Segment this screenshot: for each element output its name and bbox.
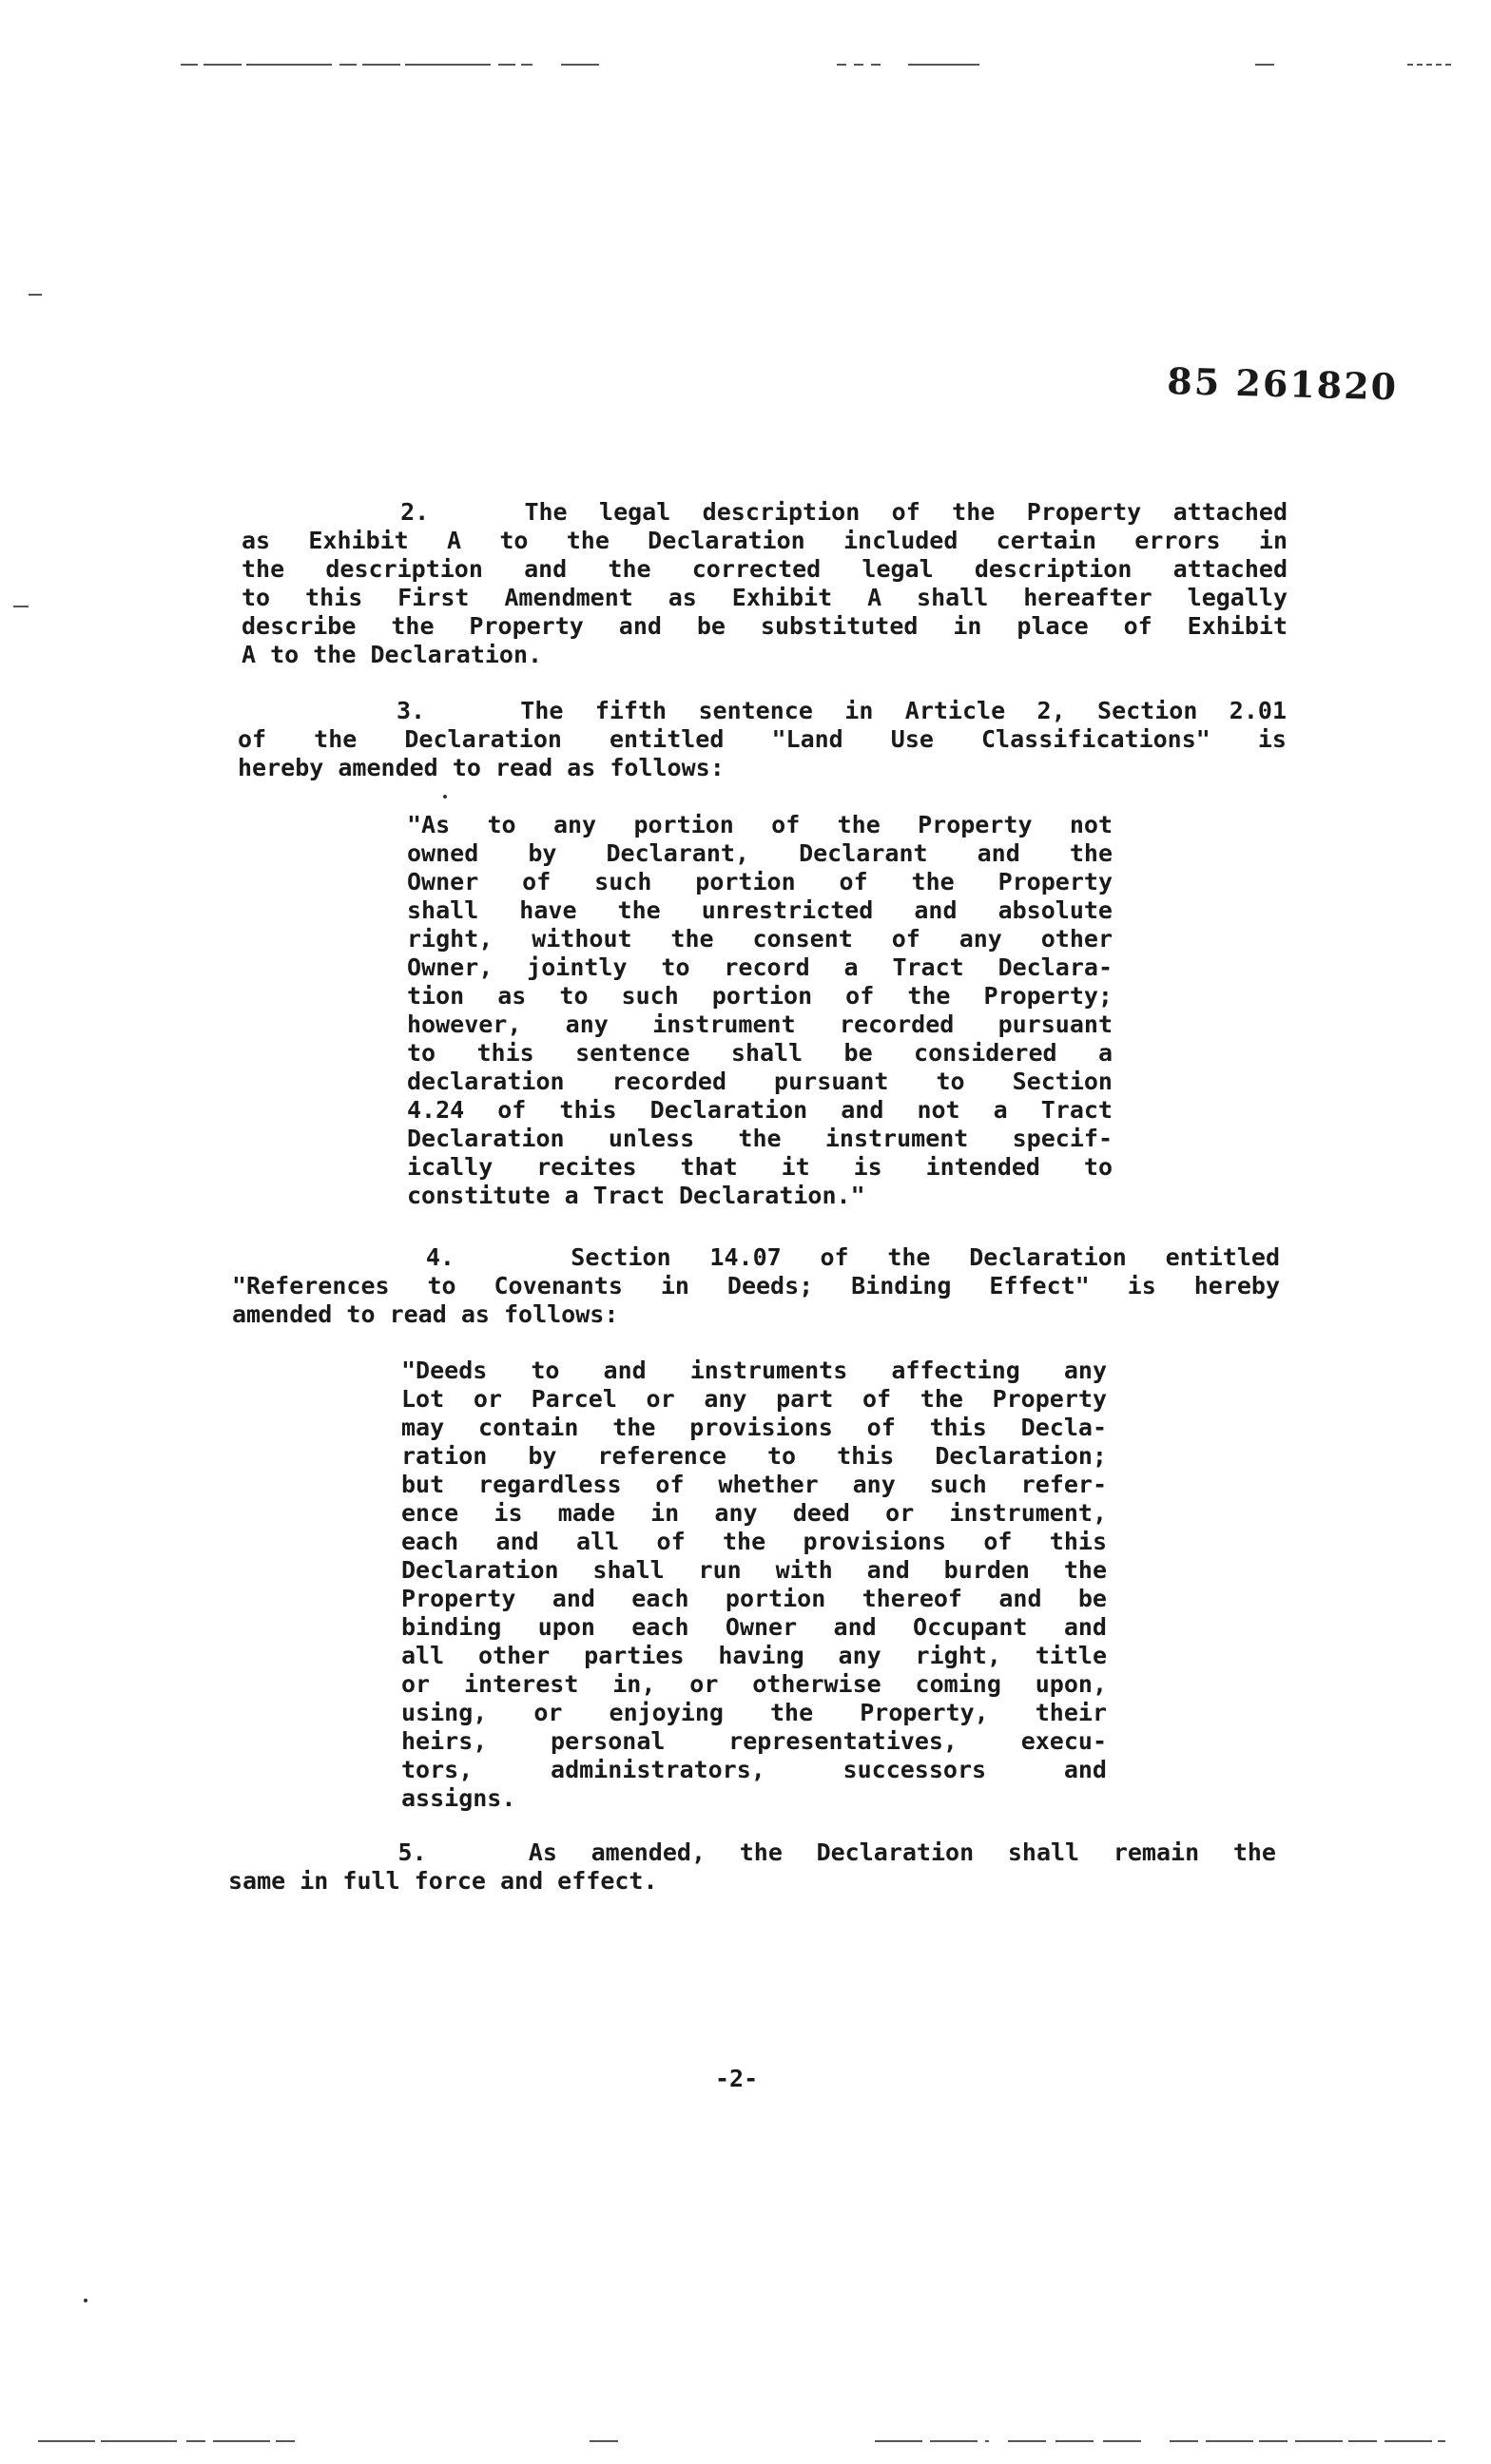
text-line: to this sentence shall be considered a <box>407 1039 1113 1067</box>
paragraph-2 <box>242 498 1288 669</box>
text-line: binding upon each Owner and Occupant and <box>401 1613 1107 1641</box>
text-line: or interest in, or otherwise coming upon, <box>401 1670 1107 1698</box>
text-line: tors, administrators, successors and <box>401 1756 1107 1783</box>
text-line: each and all of the provisions of this <box>401 1528 1107 1555</box>
text-line: "References to Covenants in Deeds; Binding Effect" is hereby <box>232 1272 1280 1299</box>
text-line: shall have the unrestricted and absolute <box>407 896 1113 924</box>
text-line: heirs, personal representatives, execu- <box>401 1727 1107 1755</box>
text-line: Lot or Parcel or any part of the Property <box>401 1385 1107 1413</box>
text-line: ically recites that it is intended to <box>407 1153 1113 1181</box>
text-line: Declaration unless the instrument specif- <box>407 1125 1113 1152</box>
text-line: but regardless of whether any such refer- <box>401 1471 1107 1498</box>
text-line: Owner, jointly to record a Tract Declara- <box>407 953 1113 981</box>
text-line: 4. Section 14.07 of the Declaration entitled <box>232 1243 1280 1271</box>
text-line: "As to any portion of the Property not <box>407 811 1113 838</box>
text-line: Property and each portion thereof and be <box>401 1585 1107 1612</box>
text-line: ration by reference to this Declaration; <box>401 1442 1107 1470</box>
text-line: as Exhibit A to the Declaration included certain errors in <box>242 527 1288 554</box>
paragraph-3 <box>238 697 1287 782</box>
text-line: same in full force and effect. <box>228 1867 658 1895</box>
text-line: ence is made in any deed or instrument, <box>401 1499 1107 1527</box>
text-line: Declaration shall run with and burden the <box>401 1556 1107 1584</box>
text-line: 5. As amended, the Declaration shall remain the <box>228 1838 1276 1866</box>
text-line: owned by Declarant, Declarant and the <box>407 839 1113 867</box>
text-line: hereby amended to read as follows: <box>238 754 725 781</box>
text-line: declaration recorded pursuant to Section <box>407 1068 1113 1095</box>
text-line: Owner of such portion of the Property <box>407 868 1113 895</box>
quoted-text-land-use <box>407 811 1113 1210</box>
text-line: may contain the provisions of this Decla- <box>401 1414 1107 1441</box>
text-line: all other parties having any right, title <box>401 1642 1107 1669</box>
paragraph-5 <box>228 1838 1276 1896</box>
text-line: right, without the consent of any other <box>407 925 1113 953</box>
paragraph-4 <box>232 1243 1280 1329</box>
text-line: the description and the corrected legal description attached <box>242 555 1288 583</box>
text-line: constitute a Tract Declaration." <box>407 1182 865 1209</box>
text-line: to this First Amendment as Exhibit A shall hereafter legally <box>242 584 1288 611</box>
quoted-text-binding-effect <box>401 1357 1107 1813</box>
text-line: A to the Declaration. <box>242 641 543 668</box>
text-line: amended to read as follows: <box>232 1300 619 1328</box>
page-number: -2- <box>715 2065 759 2092</box>
text-line: using, or enjoying the Property, their <box>401 1699 1107 1726</box>
text-line: 2. The legal description of the Property attached <box>242 498 1288 526</box>
text-line: "Deeds to and instruments affecting any <box>401 1357 1107 1384</box>
text-line: describe the Property and be substituted in place of Exhibit <box>242 612 1288 640</box>
text-line: assigns. <box>401 1784 516 1812</box>
text-line: 4.24 of this Declaration and not a Tract <box>407 1096 1113 1124</box>
recording-number: 85 261820 <box>1166 359 1399 409</box>
text-line: of the Declaration entitled "Land Use Classifications" is <box>238 725 1287 753</box>
text-line: tion as to such portion of the Property; <box>407 982 1113 1010</box>
text-line: however, any instrument recorded pursuant <box>407 1011 1113 1038</box>
text-line: 3. The fifth sentence in Article 2, Section 2.01 <box>238 697 1287 724</box>
